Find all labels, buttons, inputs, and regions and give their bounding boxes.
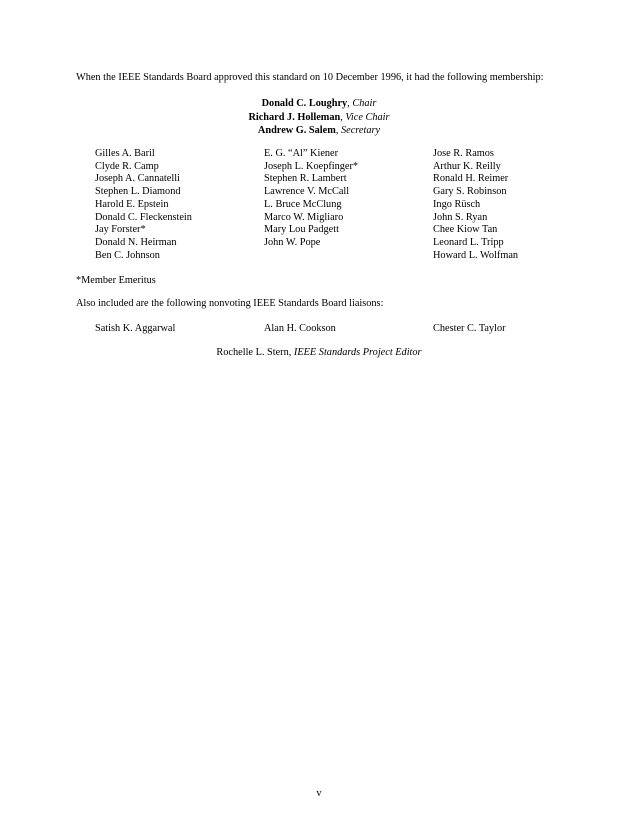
- member-name: Howard L. Wolfman: [433, 249, 519, 261]
- member-name: Joseph A. Cannatelli: [95, 173, 180, 185]
- intro-text: When the IEEE Standards Board approved this standard on 10 December 1996, it had the following membership:: [76, 72, 544, 83]
- members-column-3: [433, 148, 518, 262]
- liaison-name: Alan H. Cookson: [264, 323, 336, 334]
- member-name: Jose R. Ramos: [433, 148, 494, 159]
- officer-vice-chair: Richard J. Holleman, Vice Chair: [248, 111, 390, 123]
- editor-name: Rochelle L. Stern: [216, 347, 289, 358]
- members-column-2: [264, 148, 358, 250]
- members-column-1: [95, 148, 192, 262]
- officers-block: [0, 97, 638, 138]
- member-name: Chee Kiow Tan: [433, 224, 498, 236]
- member-name: E. G. “Al” Kiener: [264, 148, 339, 159]
- member-name: Lawrence V. McCall: [264, 186, 350, 198]
- member-name: Ben C. Johnson: [95, 249, 160, 261]
- member-name: Joseph L. Koepfinger*: [264, 160, 359, 172]
- member-name: Gary S. Robinson: [433, 186, 507, 198]
- officer-name: Donald C. Loughry: [261, 98, 348, 109]
- officer-chair: Donald C. Loughry, Chair: [261, 98, 377, 109]
- member-name: Arthur K. Reilly: [433, 160, 501, 172]
- member-name: L. Bruce McClung: [264, 198, 342, 210]
- member-name: Marco W. Migliaro: [264, 211, 344, 223]
- officer-secretary: Andrew G. Salem, Secretary: [257, 125, 381, 137]
- project-editor: Rochelle L. Stern, IEEE Standards Project Editor: [216, 347, 422, 358]
- liaison-name: Satish K. Aggarwal: [95, 323, 176, 334]
- member-name: Jay Forster*: [95, 224, 146, 236]
- liaisons-intro: Also included are the following nonvoting IEEE Standards Board liaisons:: [76, 298, 384, 309]
- officer-name: Andrew G. Salem: [257, 125, 336, 137]
- member-name: John W. Pope: [264, 236, 321, 248]
- member-name: Donald C. Fleckenstein: [95, 211, 192, 223]
- officer-role: Chair: [352, 98, 377, 109]
- page-number: v: [316, 788, 322, 799]
- member-name: Donald N. Heirman: [95, 236, 177, 248]
- liaison-name: Chester C. Taylor: [433, 323, 506, 334]
- officer-role: Secretary: [340, 125, 381, 137]
- member-name: Mary Lou Padgett: [264, 224, 339, 236]
- officer-role: Vice Chair: [345, 111, 390, 123]
- member-name: Ronald H. Reimer: [433, 173, 509, 185]
- member-name: Ingo Rüsch: [433, 198, 481, 210]
- member-name: Stephen L. Diamond: [95, 186, 181, 198]
- editor-role: IEEE Standards Project Editor: [293, 347, 422, 358]
- member-name: Stephen R. Lambert: [264, 173, 347, 185]
- member-name: Clyde R. Camp: [95, 160, 159, 172]
- emeritus-note: *Member Emeritus: [76, 275, 156, 286]
- member-name: Harold E. Epstein: [95, 198, 169, 210]
- member-name: Gilles A. Baril: [95, 148, 155, 159]
- member-name: Leonard L. Tripp: [433, 236, 504, 248]
- officer-name: Richard J. Holleman: [248, 111, 341, 123]
- member-name: John S. Ryan: [433, 211, 488, 223]
